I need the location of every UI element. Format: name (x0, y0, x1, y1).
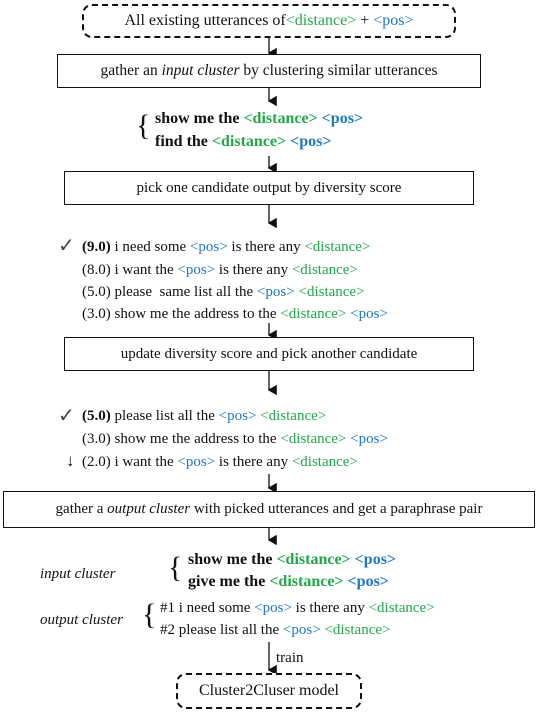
pick-one-node: pick one candidate output by diversity score (64, 171, 474, 205)
source-text: All existing utterances of (124, 12, 286, 29)
output-cluster-label: output cluster (40, 612, 123, 628)
distance-token: <distance> (285, 12, 357, 29)
final-output-item-2: #2 please list all the <pos> <distance> (160, 622, 391, 638)
final-input-brace: { (168, 551, 183, 584)
gather-input-em: input cluster (161, 62, 240, 79)
plus-sign: + (356, 12, 374, 29)
candidate-2-3: (2.0) i want the <pos> is there any <distance> (82, 454, 358, 470)
source-node (82, 4, 456, 38)
candidate-1-2: (8.0) i want the <pos> is there any <distance> (82, 262, 358, 278)
gather-input-pre: gather an (100, 62, 162, 79)
update-node: update diversity score and pick another candidate (64, 337, 474, 371)
train-label: train (276, 650, 304, 666)
final-input-item-2: give me the <distance> <pos> (188, 573, 389, 590)
model-node: Cluster2Cluser model (176, 673, 362, 709)
candidate-1-1: (9.0) i need some <pos> is there any <distance> (82, 239, 371, 255)
input-cluster-item-1: show me the <distance> <pos> (155, 110, 364, 127)
gather-input-node (57, 54, 481, 88)
gather-input-post: by clustering similar utterances (239, 62, 438, 79)
gather-output-node: gather a output cluster with picked utterances and get a paraphrase pair (3, 491, 535, 528)
candidate-1-3: (5.0) please same list all the <pos> <distance> (82, 284, 365, 300)
pos-token: <pos> (373, 12, 414, 29)
candidate-2-2: (3.0) show me the address to the <distance> <pos> (82, 431, 388, 447)
candidate-1-4: (3.0) show me the address to the <distance> <pos> (82, 306, 388, 322)
candidate-2-1: (5.0) please list all the <pos> <distance> (82, 408, 327, 424)
check-icon: ✓ (58, 405, 75, 427)
final-output-item-1: #1 i need some <pos> is there any <distance> (160, 600, 435, 616)
input-cluster-label: input cluster (40, 566, 116, 582)
check-icon: ✓ (58, 235, 75, 257)
final-output-brace: { (142, 598, 157, 631)
input-cluster-brace: { (136, 109, 151, 142)
input-cluster-item-2: find the <distance> <pos> (155, 133, 332, 150)
down-arrow-icon: ↓ (66, 451, 75, 470)
final-input-item-1: show me the <distance> <pos> (188, 551, 397, 568)
